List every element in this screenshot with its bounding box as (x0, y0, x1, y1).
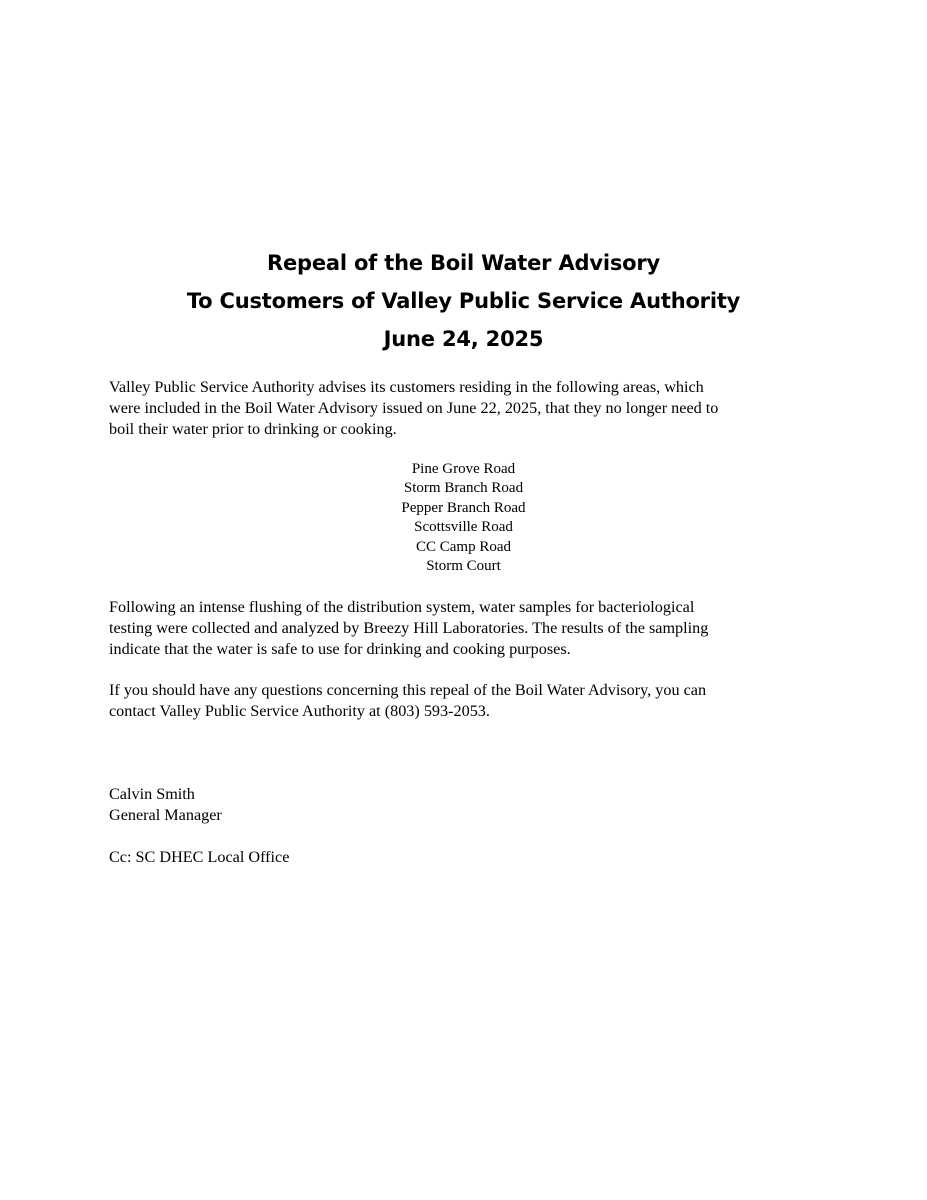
title-line-2: To Customers of Valley Public Service Authority (186, 289, 741, 313)
results-line: indicate that the water is safe to use for drinking and cooking purposes. (109, 640, 571, 658)
results-paragraph (109, 597, 809, 660)
intro-line: were included in the Boil Water Advisory issued on June 22, 2025, that they no longer need to (109, 399, 719, 417)
title-line-1: Repeal of the Boil Water Advisory (266, 251, 660, 275)
signer-title: General Manager (109, 806, 222, 824)
area-item: Scottsville Road (414, 519, 513, 536)
area-item: Pepper Branch Road (401, 499, 526, 516)
area-item: Pine Grove Road (411, 461, 516, 477)
signature-block (109, 784, 809, 826)
cc-text: Cc: SC DHEC Local Office (109, 848, 290, 866)
intro-line: boil their water prior to drinking or cooking. (109, 420, 397, 438)
area-item: Storm Branch Road (403, 480, 524, 497)
cc-line (109, 847, 809, 868)
area-item: Storm Court (426, 558, 501, 575)
signer-name: Calvin Smith (109, 785, 195, 803)
affected-areas-list (0, 460, 927, 576)
results-line: testing were collected and analyzed by Breezy Hill Laboratories. The results of the sampling (109, 619, 709, 637)
questions-paragraph (109, 680, 809, 722)
results-line: Following an intense flushing of the distribution system, water samples for bacteriological (109, 598, 695, 616)
intro-paragraph (109, 377, 809, 440)
questions-line: contact Valley Public Service Authority at (803) 593-2053. (109, 702, 490, 720)
questions-line: If you should have any questions concerning this repeal of the Boil Water Advisory, you can (109, 681, 707, 699)
intro-line: Valley Public Service Authority advises its customers residing in the following areas, which (109, 378, 704, 396)
advisory-title (0, 244, 927, 358)
area-item: CC Camp Road (415, 538, 511, 555)
title-date: June 24, 2025 (383, 327, 544, 351)
